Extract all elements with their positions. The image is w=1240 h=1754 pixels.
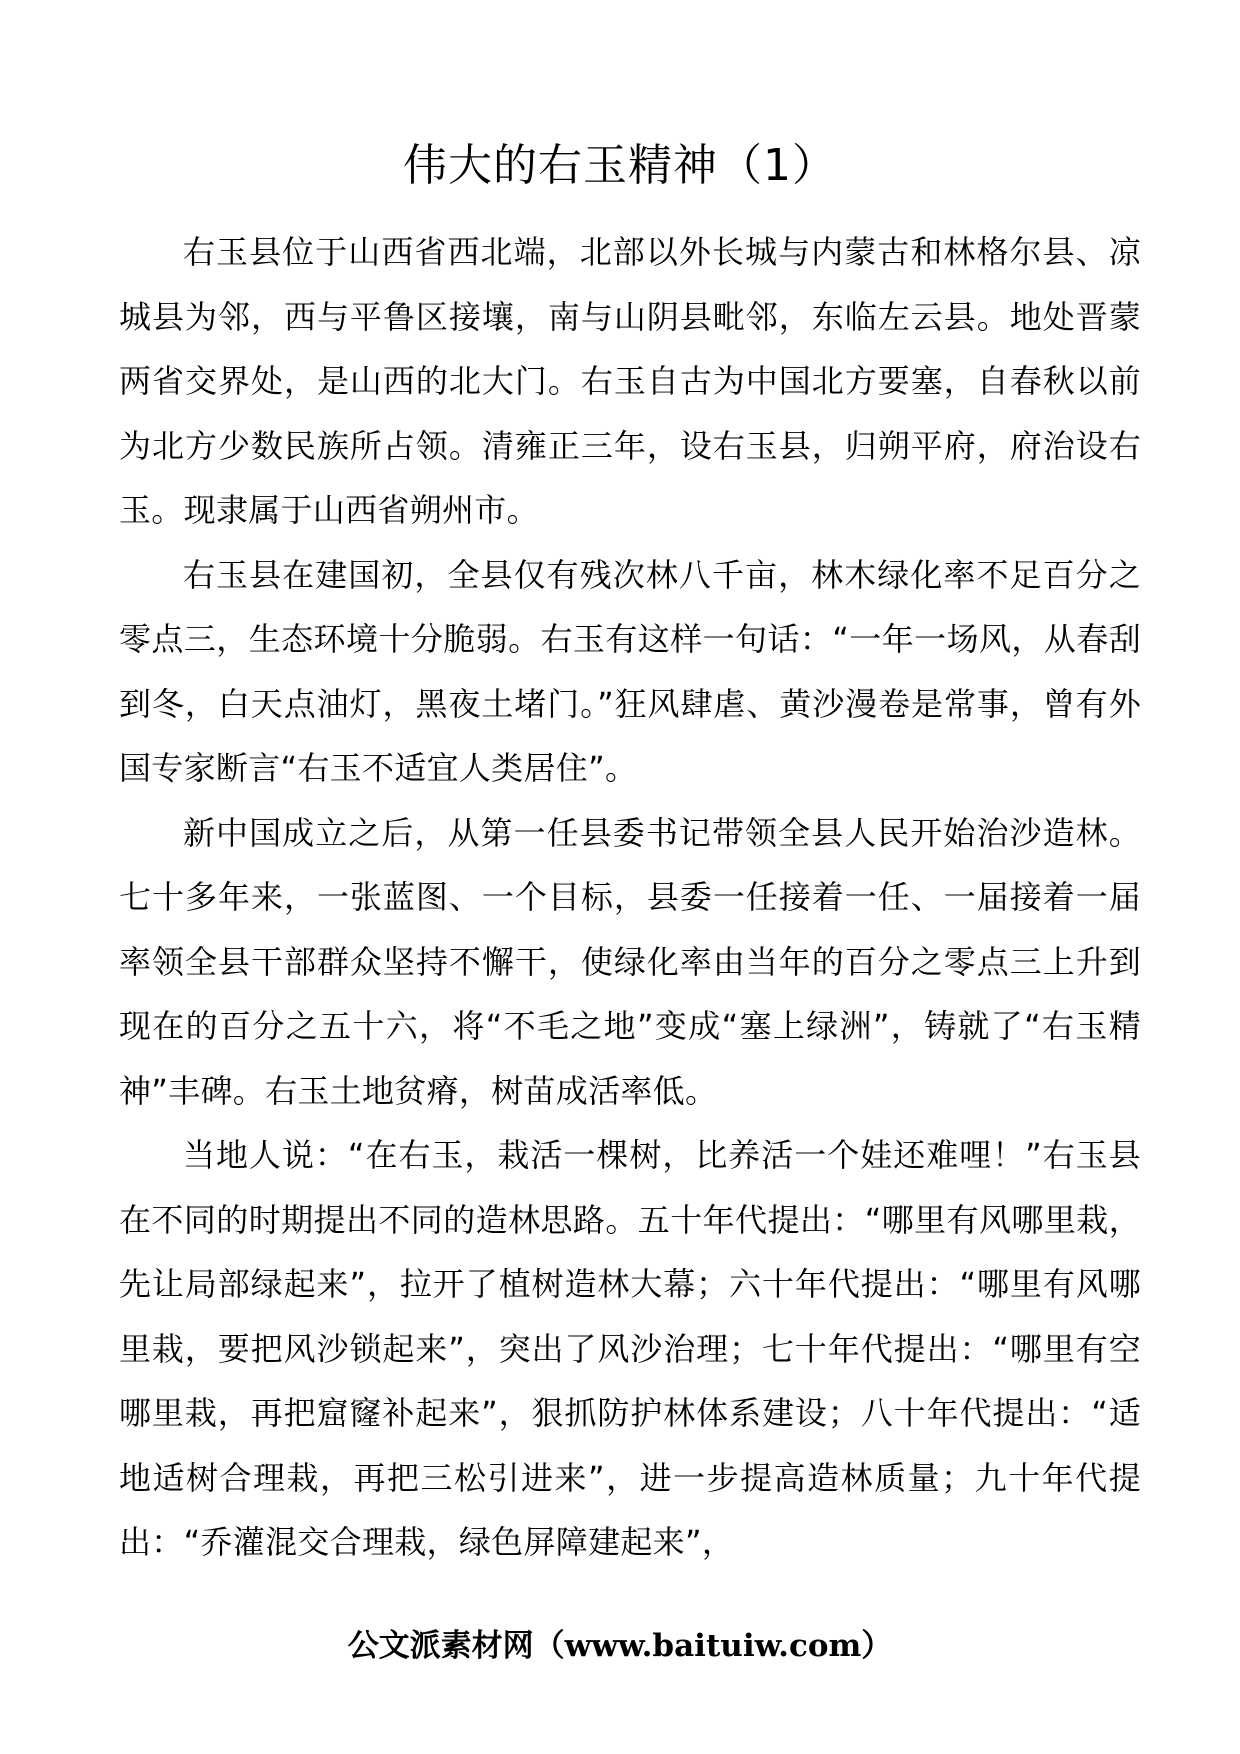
page-title: 伟大的右玉精神（1） xyxy=(403,140,837,191)
paragraph-3: 新中国成立之后，从第一任县委书记带领全县人民开始治沙造林。七十多年来，一张蓝图、一个目标，县委一任接着一任、一届接着一届率领全县干部群众坚持不懈干，使绿化率由当年的百分之零点三上升到现在的百分之五十六，将“不毛之地”变成“塞上绿洲”，铸就了“右玉精神”丰碑。右玉土地贫瘠，树苗成活率低。 xyxy=(119,813,1141,1110)
paragraph-2: 右玉县在建国初，全县仅有残次林八千亩，林木绿化率不足百分之零点三，生态环境十分脆弱。右玉有这样一句话：“一年一场风，从春刮到冬，白天点油灯，黑夜土堵门。”狂风肆虐、黄沙漫卷是常事，曾有外国专家断言“右玉不适宜人类居住”。 xyxy=(119,555,1141,787)
paragraph-4: 当地人说：“在右玉，栽活一棵树，比养活一个娃还难哩！”右玉县在不同的时期提出不同的造林思路。五十年代提出：“哪里有风哪里栽，先让局部绿起来”，拉开了植树造林大幕；六十年代提出：“哪里有风哪里栽，要把风沙锁起来”，突出了风沙治理；七十年代提出：“哪里有空哪里栽，再把窟窿补起来”，狠抓防护林体系建设；八十年代提出：“适地适树合理栽，再把三松引进来”，进一步提高造林质量；九十年代提出：“乔灌混交合理栽，绿色屏障建起来”， xyxy=(119,1136,1141,1561)
footer-source: 公文派素材网（www.baituiw.com） xyxy=(347,1628,893,1664)
document-body xyxy=(119,220,1141,1575)
paragraph-1: 右玉县位于山西省西北端，北部以外长城与内蒙古和林格尔县、凉城县为邻，西与平鲁区接壤，南与山阴县毗邻，东临左云县。地处晋蒙两省交界处，是山西的北大门。右玉自古为中国北方要塞，自春秋以前为北方少数民族所占领。清雍正三年，设右玉县，归朔平府，府治设右玉。现隶属于山西省朔州市。 xyxy=(119,233,1141,529)
